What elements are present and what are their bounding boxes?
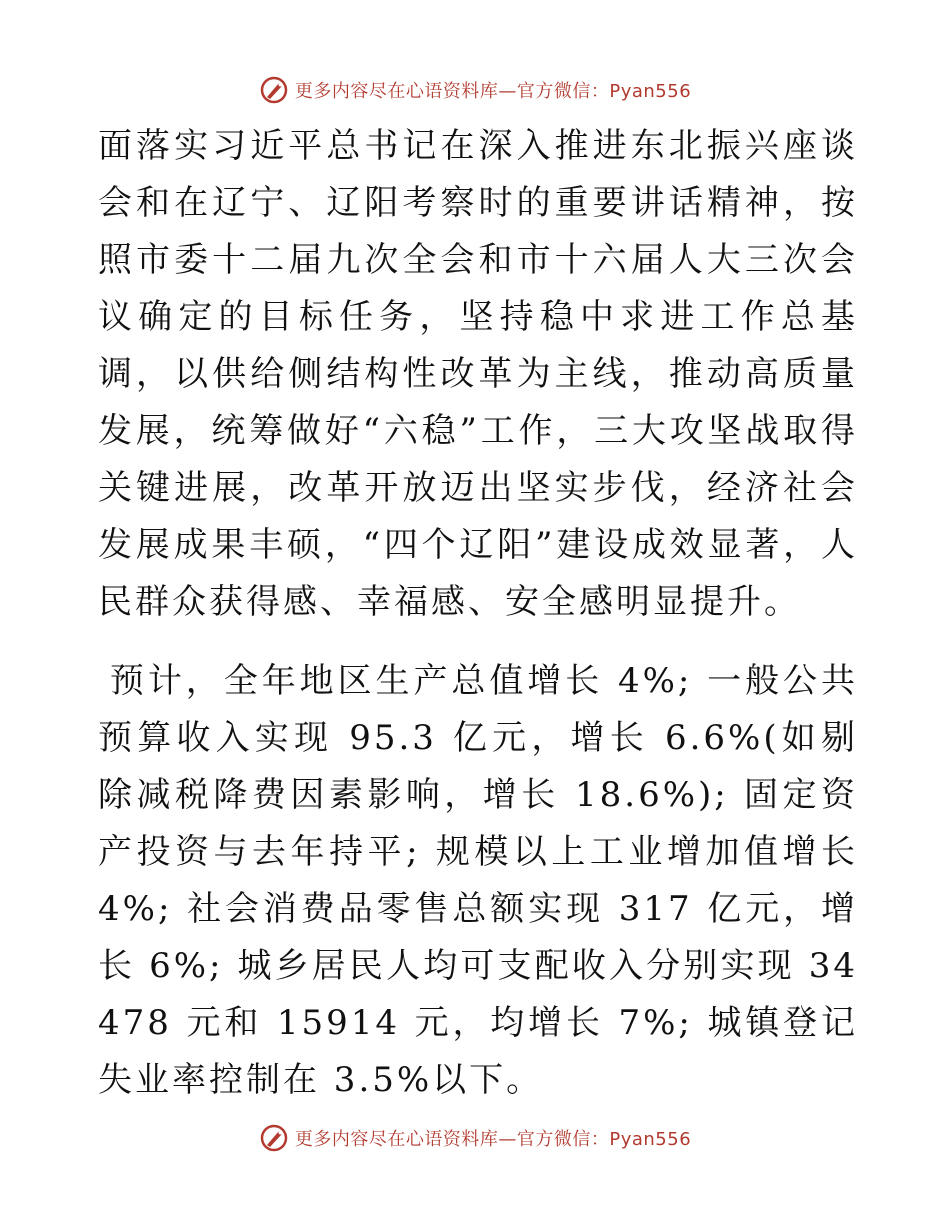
footer-banner-text: 更多内容尽在心语资料库—官方微信：Pyan556 xyxy=(294,1129,692,1150)
footer-banner xyxy=(0,1118,950,1158)
body-paragraph-1: 面落实习近平总书记在深入推进东北振兴座谈会和在辽宁、辽阳考察时的重要讲话精神，按照市委十二届九次全会和市十六届人大三次会议确定的目标任务，坚持稳中求进工作总基调，以供给侧结构性改革为主线，推动高质量发展，统筹做好“六稳”工作，三大攻坚战取得关键进展，改革开放迈出坚实步伐，经济社会发展成果丰硕，“四个辽阳”建设成效显著，人民群众获得感、幸福感、安全感明显提升。 xyxy=(98,126,858,622)
quill-pen-circle-icon xyxy=(259,75,289,105)
header-banner xyxy=(0,70,950,110)
quill-pen-circle-icon xyxy=(259,1123,289,1153)
body-paragraph-2: 预计，全年地区生产总值增长 4%; 一般公共预算收入实现 95.3 亿元，增长 6.6%(如剔除减税降费因素影响，增长 18.6%); 固定资产投资与去年持平; 规模以上工业增加值增长 4%; 社会消费品零售总额实现 317 亿元，增长 6%; 城乡居民人均可支配收入分别实现 34478 元和 15914 元，均增长 7%; 城镇登记失业率控制在 3.5%以下。 xyxy=(98,661,858,1100)
header-banner-text: 更多内容尽在心语资料库—官方微信：Pyan556 xyxy=(294,81,692,102)
document-body xyxy=(98,118,858,1109)
